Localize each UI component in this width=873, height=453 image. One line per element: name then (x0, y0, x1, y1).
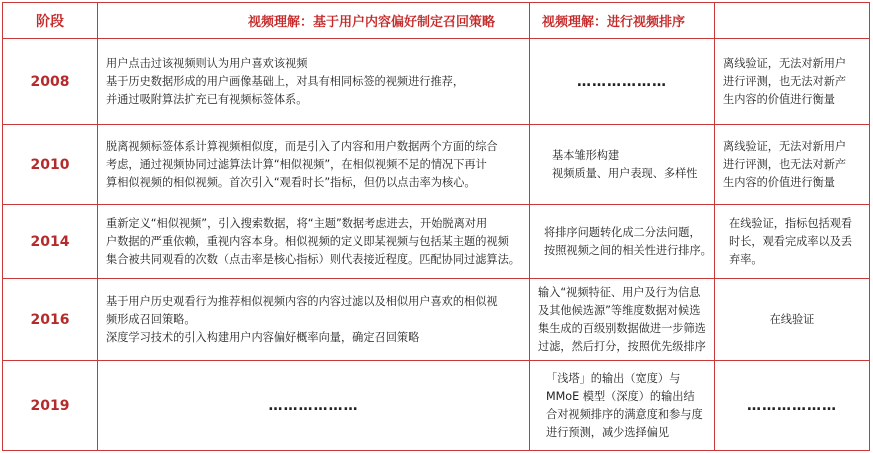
ranking-cell: 将排序问题转化成二分法问题， 按照视频之间的相关性进行排序。 (530, 205, 715, 279)
note-cell: 在线验证 (715, 279, 870, 361)
ellipsis: ……………… (747, 397, 837, 414)
header-stage: 阶段 (3, 3, 98, 39)
year-cell: 2014 (3, 205, 98, 279)
table-row (3, 279, 870, 361)
table-row (3, 361, 870, 451)
year-cell: 2008 (3, 39, 98, 125)
recall-cell: 基于用户历史观看行为推荐相似视频内容的内容过滤以及相似用户喜欢的相似视 频形成召回策略。 深度学习技术的引入构建用户内容偏好概率向量，确定召回策略 (98, 279, 530, 361)
note-cell: 离线验证，无法对新用户 进行评测，也无法对新产 生内容的价值进行衡量 (715, 39, 870, 125)
evolution-table (2, 2, 870, 451)
header-row (3, 3, 870, 39)
year-cell: 2016 (3, 279, 98, 361)
header-note (715, 3, 870, 39)
ranking-cell: 「浅塔」的输出（宽度）与 MMoE 模型（深度）的输出结 合对视频排序的满意度和参与度 进行预测，减少选择偏见 (530, 361, 715, 451)
recall-cell (98, 361, 530, 451)
ranking-cell: 基本雏形构建 视频质量、用户表现、多样性 (530, 125, 715, 205)
note-cell: 离线验证，无法对新用户 进行评测，也无法对新产 生内容的价值进行衡量 (715, 125, 870, 205)
recall-cell: 用户点击过该视频则认为用户喜欢该视频 基于历史数据形成的用户画像基础上，对具有相同标签的视频进行推荐， 并通过吸附算法扩充已有视频标签体系。 (98, 39, 530, 125)
table-row (3, 205, 870, 279)
table-row (3, 125, 870, 205)
header-ranking: 视频理解：进行视频排序 (530, 3, 715, 39)
year-cell: 2010 (3, 125, 98, 205)
year-cell: 2019 (3, 361, 98, 451)
note-cell: 在线验证，指标包括观看 时长，观看完成率以及丢 弃率。 (715, 205, 870, 279)
note-cell (715, 361, 870, 451)
ranking-cell: 输入“视频特征、用户及行为信息 及其他候选源”等维度数据对候选 集生成的百级别数据做进一步筛选 过滤，然后打分，按照优先级排序 (530, 279, 715, 361)
recall-cell: 脱离视频标签体系计算视频相似度，而是引入了内容和用户数据两个方面的综合 考虑，通过视频协同过滤算法计算“相似视频”，在相似视频不足的情况下再计 算相似视频的相似视频。首次引入“观看时长”指标，但仍以点击率为核心。 (98, 125, 530, 205)
ellipsis: ……………… (577, 73, 667, 90)
ranking-cell (530, 39, 715, 125)
ellipsis: ……………… (268, 397, 359, 414)
header-recall: 视频理解：基于用户内容偏好制定召回策略 (98, 3, 530, 39)
table-row (3, 39, 870, 125)
recall-cell: 重新定义“相似视频”，引入搜索数据，将“主题”数据考虑进去，开始脱离对用 户数据的严重依赖，重视内容本身。相似视频的定义即某视频与包括某主题的视频 集合被共同观看的次数（点击率是核心指标）则代表接近程度。匹配协同过滤算法。 (98, 205, 530, 279)
